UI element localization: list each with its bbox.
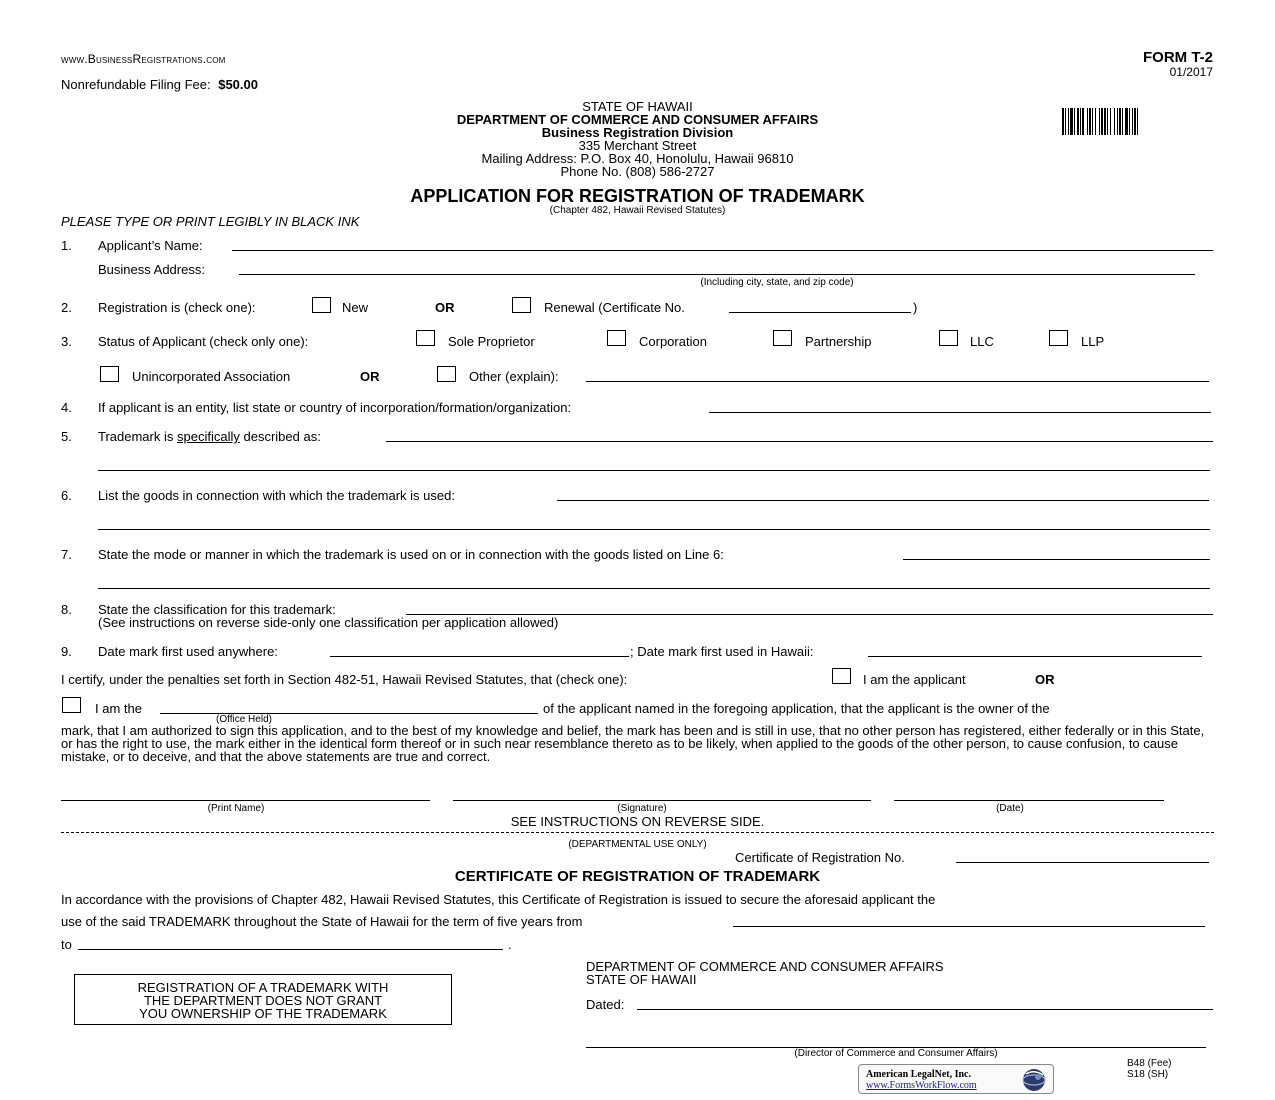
date-anywhere-field[interactable] (330, 656, 629, 657)
form-subtitle: (Chapter 482, Hawaii Revised Statutes) (549, 205, 726, 216)
item-number-6: 6. (61, 488, 72, 503)
corporation-checkbox[interactable] (607, 330, 626, 346)
mode-field-2[interactable] (98, 588, 1210, 589)
notice-line-1: REGISTRATION OF A TRADEMARK WITH (137, 980, 389, 995)
agency-department: DEPARTMENT OF COMMERCE AND CONSUMER AFFAIRS (456, 112, 819, 127)
departmental-use-label: (DEPARTMENTAL USE ONLY) (568, 839, 707, 850)
cert-no-label: Certificate of Registration No. (735, 850, 905, 865)
date-hawaii-label: ; Date mark first used in Hawaii: (630, 644, 814, 659)
llp-label: LLP (1081, 334, 1105, 349)
dashed-divider (61, 832, 1214, 833)
notice-line-3: YOU OWNERSHIP OF THE TRADEMARK (139, 1006, 387, 1021)
signature-caption: (Signature) (617, 803, 667, 814)
renewal-label: Renewal (Certificate No. (544, 300, 685, 315)
entity-field[interactable] (709, 412, 1211, 413)
entity-label: If applicant is an entity, list state or country of incorporation/formation/organization: (98, 400, 572, 415)
logo-url[interactable]: www.FormsWorkFlow.com (866, 1080, 977, 1091)
item-number-5: 5. (61, 429, 72, 444)
item-number-8: 8. (61, 602, 72, 617)
business-address-label: Business Address: (98, 262, 205, 277)
renewal-certificate-field[interactable] (729, 312, 911, 313)
of-applicant-text: of the applicant named in the foregoing application, that the applicant is the owner of the (543, 701, 1050, 716)
agency-division: Business Registration Division (541, 125, 734, 140)
date-anywhere-label: Date mark first used anywhere: (98, 644, 278, 659)
office-held-caption: (Office Held) (216, 714, 272, 725)
goods-field[interactable] (557, 500, 1209, 501)
renewal-close-paren: ) (913, 300, 918, 315)
date-hawaii-field[interactable] (868, 656, 1202, 657)
logo-company-name: American LegalNet, Inc. (866, 1069, 971, 1080)
american-legalnet-logo (858, 1064, 1054, 1094)
llp-checkbox[interactable] (1049, 330, 1068, 346)
term-start-field[interactable] (733, 926, 1205, 927)
other-explain-field[interactable] (586, 381, 1209, 382)
trademark-pre: Trademark is (98, 429, 174, 444)
i-am-applicant-label: I am the applicant (863, 672, 966, 687)
sole-proprietor-checkbox[interactable] (416, 330, 435, 346)
dated-label: Dated: (586, 997, 625, 1012)
or-label: OR (435, 300, 455, 315)
address-note: (Including city, state, and zip code) (700, 277, 854, 288)
print-name-field[interactable] (61, 800, 430, 801)
certificate-title: CERTIFICATE OF REGISTRATION OF TRADEMARK (454, 868, 821, 885)
term-end-field[interactable] (78, 949, 503, 950)
cert-no-field[interactable] (956, 862, 1209, 863)
llc-label: LLC (970, 334, 994, 349)
item-number-3: 3. (61, 334, 72, 349)
item-number-7: 7. (61, 547, 72, 562)
filing-fee-label (61, 77, 258, 92)
classification-note: (See instructions on reverse side-only one classification per application allowed) (98, 615, 559, 630)
certificate-line-2: use of the said TRADEMARK throughout the State of Hawaii for the term of five years from (61, 914, 583, 929)
business-address-field[interactable] (239, 274, 1195, 275)
date-field[interactable] (894, 800, 1164, 801)
applicant-name-label: Applicant’s Name: (98, 238, 203, 253)
to-period: . (508, 937, 512, 952)
cert-state: STATE OF HAWAII (586, 972, 697, 987)
agency-phone: Phone No. (808) 586-2727 (560, 164, 715, 179)
sole-proprietor-label: Sole Proprietor (448, 334, 535, 349)
other-label: Other (explain): (469, 369, 559, 384)
llc-checkbox[interactable] (939, 330, 958, 346)
unincorporated-checkbox[interactable] (100, 366, 119, 382)
unincorporated-label: Unincorporated Association (132, 369, 291, 384)
item-number-9: 9. (61, 644, 72, 659)
trademark-description-field[interactable] (386, 441, 1213, 442)
globe-icon (1016, 1067, 1052, 1093)
trademark-underlined: specifically (177, 429, 240, 444)
date-caption: (Date) (996, 803, 1024, 814)
form-date: 01/2017 (1169, 65, 1213, 79)
corporation-label: Corporation (639, 334, 707, 349)
form-title: APPLICATION FOR REGISTRATION OF TRADEMARK (410, 186, 865, 206)
trademark-description-field-2[interactable] (98, 470, 1210, 471)
or-label-3: OR (1035, 672, 1055, 687)
goods-label: List the goods in connection with which the trademark is used: (98, 488, 455, 503)
agency-street: 335 Merchant Street (578, 138, 697, 153)
i-am-applicant-checkbox[interactable] (832, 668, 851, 684)
registration-label: Registration is (check one): (98, 300, 256, 315)
other-checkbox[interactable] (437, 366, 456, 382)
mode-label: State the mode or manner in which the trademark is used on or in connection with the goods listed on Line 6: (98, 547, 724, 562)
director-caption: (Director of Commerce and Consumer Affairs) (794, 1048, 998, 1059)
form-code-2: S18 (SH) (1127, 1069, 1169, 1080)
item-number-4: 4. (61, 400, 72, 415)
agency-mailing: Mailing Address: P.O. Box 40, Honolulu, Hawaii 96810 (481, 151, 794, 166)
renewal-checkbox[interactable] (512, 297, 531, 313)
website-url: www.BusinessRegistrations.com (61, 52, 226, 66)
new-label: New (342, 300, 369, 315)
form-code-1: B48 (Fee) (1127, 1058, 1172, 1069)
certify-paragraph: mark, that I am authorized to sign this application, and to the best of my knowledge and belief, the mark has been and is still in use, that no other person has registered, either federally or in this State, or has the right to use, the mark either in the identical form thereof or in such near resemblance thereto as to be likely, when applied to the goods of the other person, to cause confusion, to cause mistake, or to deceive, and that the above statements are true and correct. (61, 723, 1205, 764)
agency-state: STATE OF HAWAII (582, 99, 693, 114)
ink-instructions: PLEASE TYPE OR PRINT LEGIBLY IN BLACK INK (61, 214, 360, 229)
applicant-name-field[interactable] (232, 250, 1213, 251)
partnership-label: Partnership (805, 334, 872, 349)
item-number-2: 2. (61, 300, 72, 315)
item-number-1: 1. (61, 238, 72, 253)
ownership-notice-box (74, 974, 452, 1025)
i-am-the-label: I am the (95, 701, 142, 716)
dated-field[interactable] (637, 1009, 1213, 1010)
partnership-checkbox[interactable] (773, 330, 792, 346)
mode-field[interactable] (903, 559, 1210, 560)
classification-label: State the classification for this trademark: (98, 602, 336, 617)
fee-amount: $50.00 (218, 77, 258, 92)
cert-department: DEPARTMENT OF COMMERCE AND CONSUMER AFFAIRS (586, 959, 944, 974)
signature-field[interactable] (453, 800, 871, 801)
to-label: to (61, 937, 72, 952)
certificate-line-1: In accordance with the provisions of Chapter 482, Hawaii Revised Statutes, this Certificate of Registration is issued to secure the aforesaid applicant the (61, 892, 936, 907)
trademark-post: described as: (243, 429, 321, 444)
goods-field-2[interactable] (98, 529, 1210, 530)
form-id: FORM T-2 (1143, 49, 1213, 66)
i-am-officer-checkbox[interactable] (62, 697, 81, 713)
trademark-description-label (98, 429, 321, 444)
status-label: Status of Applicant (check only one): (98, 334, 309, 349)
notice-line-2: THE DEPARTMENT DOES NOT GRANT (143, 993, 383, 1008)
print-name-caption: (Print Name) (207, 803, 265, 814)
or-label-2: OR (360, 369, 380, 384)
see-instructions: SEE INSTRUCTIONS ON REVERSE SIDE. (510, 814, 765, 829)
new-checkbox[interactable] (312, 297, 331, 313)
certify-text: I certify, under the penalties set forth in Section 482-51, Hawaii Revised Statutes, that (check one): (61, 672, 628, 687)
fee-label: Nonrefundable Filing Fee: (61, 77, 211, 92)
